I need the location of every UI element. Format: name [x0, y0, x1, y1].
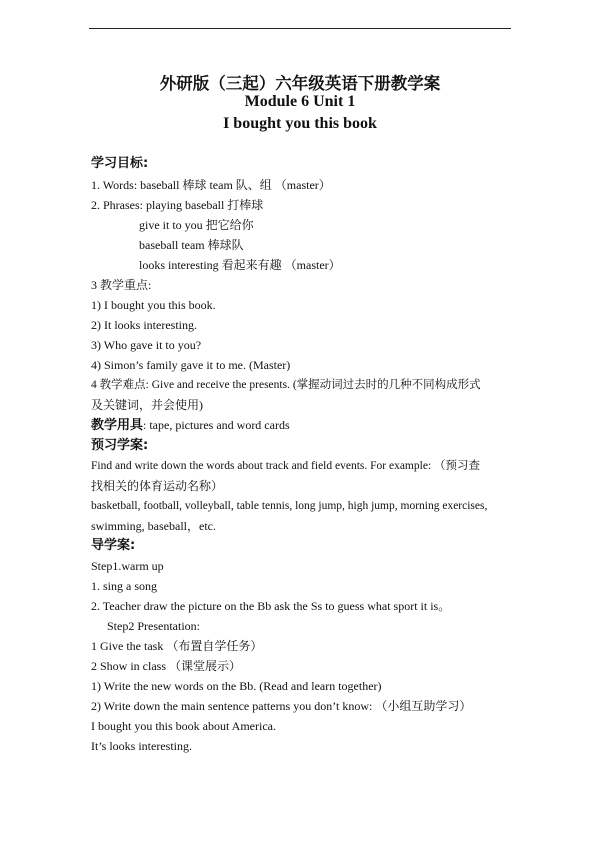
step2-title: Step2 Presentation:	[107, 619, 200, 633]
key-point-item: 2) It looks interesting.	[91, 318, 197, 332]
step1-item: 1. sing a song	[91, 579, 157, 593]
tools-text: : tape, pictures and word cards	[143, 418, 290, 432]
guide-heading: 导学案:	[91, 538, 136, 553]
guide-line: 1) Write the new words on the Bb. (Read and learn together)	[91, 679, 382, 693]
teaching-tools	[91, 417, 290, 434]
tools-label: 教学用具	[91, 418, 144, 433]
objectives-phrases-intro: 2. Phrases: playing baseball 打棒球	[91, 198, 264, 212]
phrase-item: baseball team 棒球队	[139, 238, 244, 252]
preview-line: 找相关的体育运动名称）	[91, 479, 224, 493]
key-points-heading: 3 教学重点:	[91, 278, 152, 292]
preview-line: basketball, football, volleyball, table tennis, long jump, high jump, morning exercises,	[91, 500, 488, 512]
header-rule	[89, 28, 511, 29]
guide-line: 1 Give the task （布置自学任务）	[91, 639, 263, 653]
preview-heading: 预习学案:	[91, 438, 149, 453]
key-point-item: 1) I bought you this book.	[91, 298, 216, 312]
lesson-title: I bought you this book	[223, 115, 377, 132]
module-title: Module 6 Unit 1	[244, 93, 356, 110]
guide-line: It’s looks interesting.	[91, 739, 192, 753]
preview-line: Find and write down the words about track and field events. For example: （预习查	[91, 460, 481, 472]
objectives-heading: 学习目标:	[91, 156, 149, 171]
guide-line: 2) Write down the main sentence patterns you don’t know: （小组互助学习）	[91, 699, 472, 713]
phrase-item: give it to you 把它给你	[139, 218, 254, 232]
difficulties-line: 及关键词，并会使用)	[91, 398, 203, 412]
preview-line: swimming, baseball，etc.	[91, 519, 216, 533]
guide-line: I bought you this book about America.	[91, 719, 276, 733]
step1-title: Step1.warm up	[91, 559, 164, 573]
key-point-item: 3) Who gave it to you?	[91, 338, 202, 352]
objectives-words: 1. Words: baseball 棒球 team 队、组 （master）	[91, 178, 331, 192]
step1-item: 2. Teacher draw the picture on the Bb ask the Ss to guess what sport it is。	[91, 599, 451, 613]
guide-line: 2 Show in class （课堂展示）	[91, 659, 242, 673]
phrase-item: looks interesting 看起来有趣 （master）	[139, 258, 341, 272]
document-title: 外研版（三起）六年级英语下册教学案	[159, 74, 441, 93]
key-point-item: 4) Simon’s family gave it to me. (Master)	[91, 358, 291, 372]
difficulties-line: 4 教学难点: Give and receive the presents. (掌握动词过去时的几种不同构成形式	[91, 379, 481, 391]
